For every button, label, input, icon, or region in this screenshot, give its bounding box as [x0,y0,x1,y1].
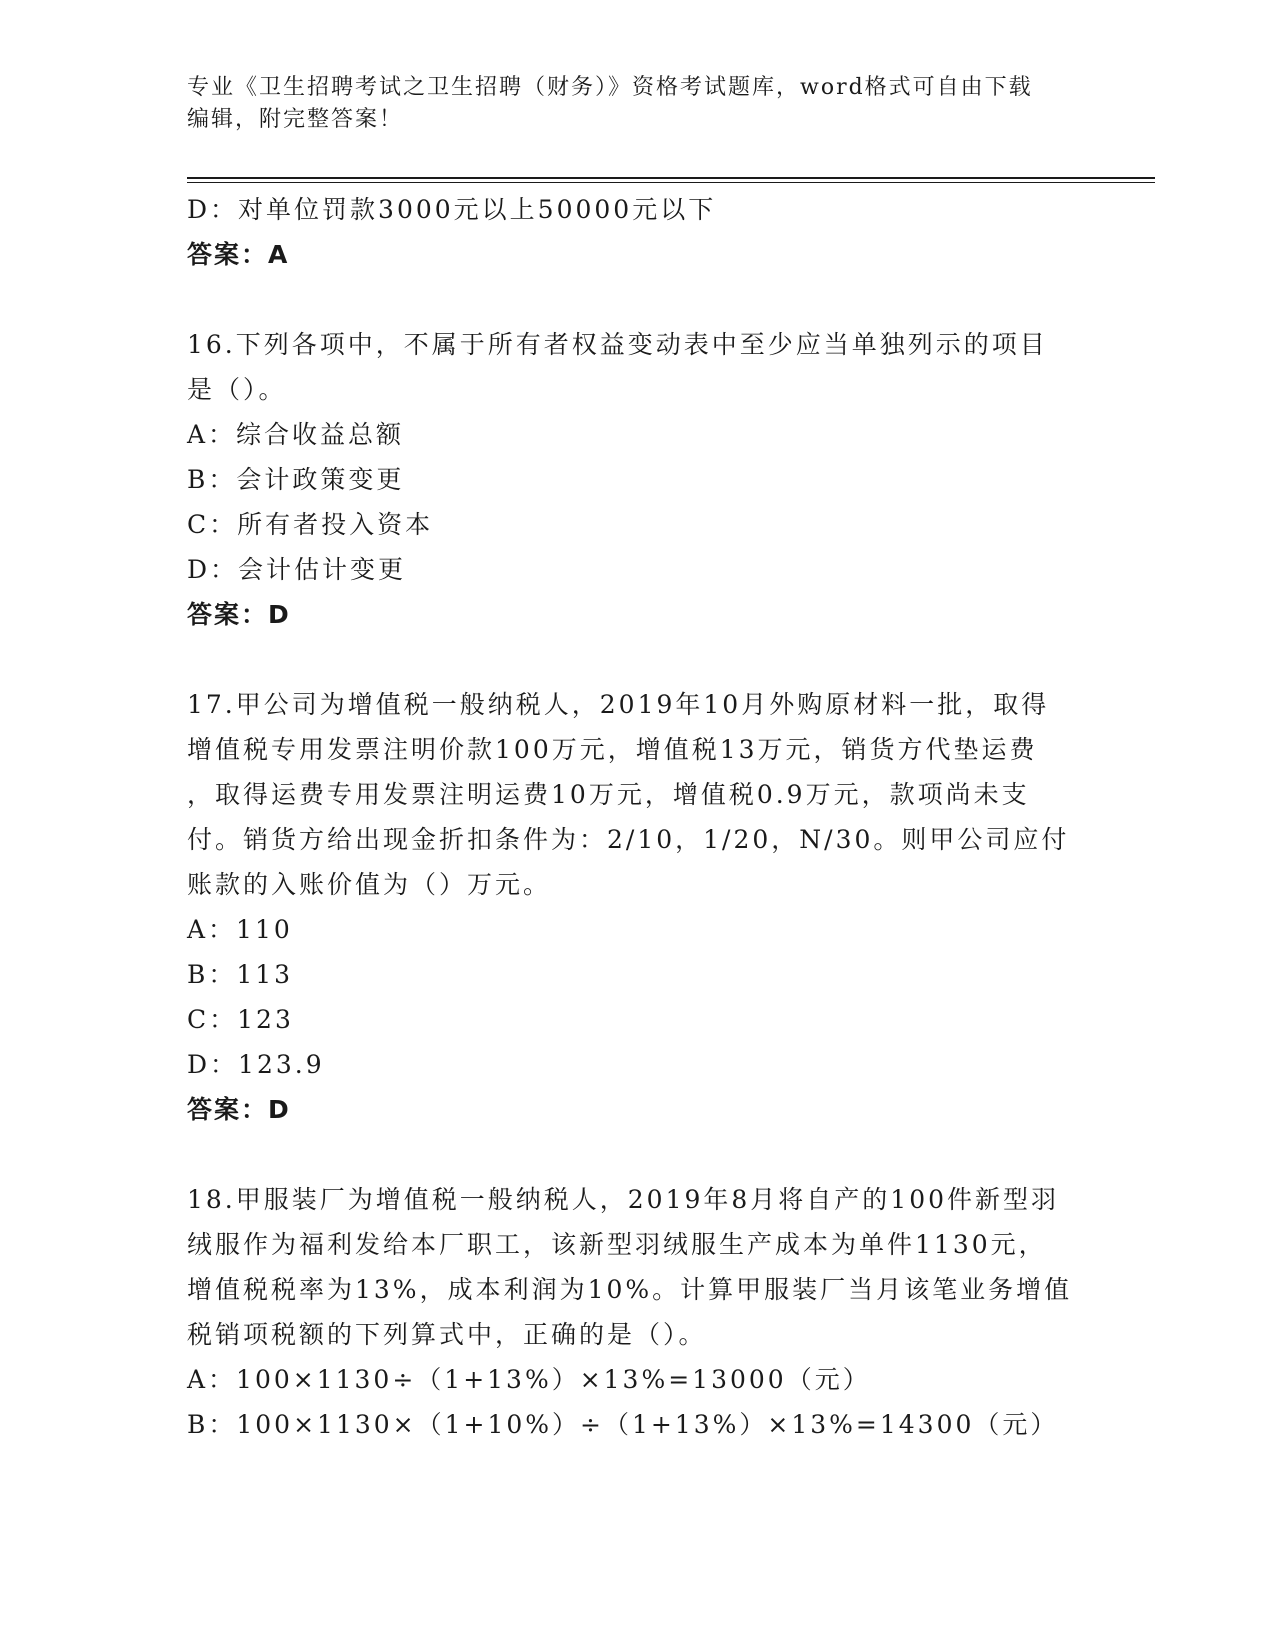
question-17 [187,682,1087,1132]
header-divider-thick [187,177,1155,179]
header-line-2: 编辑，附完整答案！ [187,107,404,132]
q17-option-a: A：110 [187,915,293,944]
header-line-1: 专业《卫生招聘考试之卫生招聘（财务）》资格考试题库，word格式可自由下载 [187,75,1033,100]
q18-stem-line: 绒服作为福利发给本厂职工，该新型羽绒服生产成本为单件1130元， [187,1230,1047,1259]
q18-stem-line: 18.甲服装厂为增值税一般纳税人，2019年8月将自产的100件新型羽 [187,1185,1060,1214]
q18-option-b: B：100×1130×（1+10%）÷（1+13%）×13%=14300（元） [187,1410,1059,1439]
q16-option-b: B：会计政策变更 [187,465,405,494]
q17-option-b: B：113 [187,960,294,989]
q16-answer: 答案：D [187,600,291,629]
q18-option-a: A：100×1130÷（1+13%）×13%=13000（元） [187,1365,871,1394]
q17-option-c: C：123 [187,1005,294,1034]
q17-stem-line: 账款的入账价值为（）万元。 [187,870,552,899]
question-content [187,187,1087,1447]
q17-answer: 答案：D [187,1095,291,1124]
question-16 [187,322,1087,637]
q18-stem-line: 增值税税率为13%，成本利润为10%。计算甲服装厂当月该笔业务增值 [187,1275,1073,1304]
question-18 [187,1177,1087,1447]
spacer [187,637,1087,682]
page-header [187,72,1087,136]
spacer [187,277,1087,322]
q16-option-a: A：综合收益总额 [187,420,405,449]
q18-stem-line: 税销项税额的下列算式中，正确的是（）。 [187,1320,707,1349]
q15-answer: 答案：A [187,240,290,269]
q16-option-c: C：所有者投入资本 [187,510,434,539]
q17-stem-line: 增值税专用发票注明价款100万元，增值税13万元，销货方代垫运费 [187,735,1038,764]
q15-option-d: D：对单位罚款3000元以上50000元以下 [187,195,717,224]
q16-stem-line: 是（）。 [187,375,287,404]
q17-option-d: D：123.9 [187,1050,325,1079]
q17-stem-line: 17.甲公司为增值税一般纳税人，2019年10月外购原材料一批，取得 [187,690,1050,719]
q17-stem-line: 付。销货方给出现金折扣条件为：2/10，1/20，N/30。则甲公司应付 [187,825,1070,854]
header-divider-thin [187,182,1155,183]
q16-option-d: D：会计估计变更 [187,555,407,584]
q16-stem-line: 16.下列各项中，不属于所有者权益变动表中至少应当单独列示的项目 [187,330,1048,359]
q17-stem-line: ，取得运费专用发票注明运费10万元，增值税0.9万元，款项尚未支 [187,780,1030,809]
spacer [187,1132,1087,1177]
